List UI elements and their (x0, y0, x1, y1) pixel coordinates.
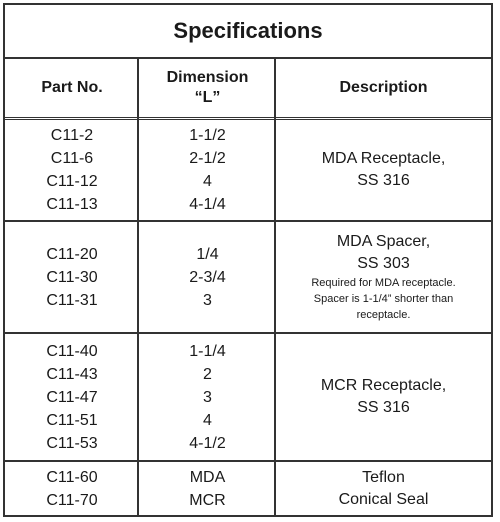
part-number: C11-51 (46, 411, 98, 429)
dimension-value: 4 (203, 173, 212, 190)
group-2-dims (139, 222, 276, 332)
part-number: C11-60 (46, 468, 98, 486)
dimension-value: MCR (189, 491, 226, 509)
description-line: Conical Seal (338, 490, 429, 508)
dimension-value: 1/4 (196, 245, 219, 263)
dimension-value: 3 (203, 388, 212, 406)
dimension-value: 2 (203, 365, 212, 383)
part-number: C11-2 (50, 127, 94, 144)
part-number: C11-53 (46, 434, 98, 452)
dimension-value: 4 (203, 411, 212, 429)
part-number: C11-31 (46, 291, 98, 309)
part-number: C11-6 (50, 150, 94, 167)
header-dimension (139, 59, 276, 120)
part-number: C11-47 (46, 388, 98, 406)
description-line: SS 316 (357, 399, 410, 416)
description-line: SS 316 (357, 172, 410, 189)
part-number: C11-43 (46, 365, 98, 383)
header-description (276, 59, 491, 120)
header-dimension-line1: Dimension (166, 69, 249, 86)
description-line: Teflon (362, 468, 405, 486)
group-1-dims (139, 120, 276, 220)
group-3-parts (5, 334, 139, 460)
spec-table (3, 3, 493, 517)
dimension-value: 2-3/4 (189, 268, 226, 286)
part-number: C11-70 (46, 491, 98, 509)
group-4-parts (5, 462, 139, 515)
group-1-description (276, 120, 491, 220)
part-number: C11-20 (46, 245, 98, 263)
description-note: Spacer is 1-1/4” shorter than (313, 293, 454, 305)
dimension-value: 2-1/2 (189, 150, 226, 167)
group-4-dims (139, 462, 276, 515)
dimension-value: 3 (203, 291, 212, 309)
description-line: MDA Receptacle, (321, 150, 446, 167)
group-2-description (276, 222, 491, 332)
group-3-dims (139, 334, 276, 460)
header-dimension-line2: “L” (194, 89, 221, 106)
dimension-value: 4-1/2 (189, 434, 226, 452)
group-3-description (276, 334, 491, 460)
dimension-value: MDA (189, 468, 226, 486)
header-description-label: Description (339, 79, 428, 96)
group-4-description (276, 462, 491, 515)
part-number: C11-40 (46, 342, 98, 360)
header-part-no (5, 59, 139, 120)
description-line: MCR Receptacle, (320, 377, 447, 394)
part-number: C11-13 (46, 196, 98, 213)
header-part-label: Part No. (41, 79, 103, 96)
part-number: C11-12 (46, 173, 98, 190)
description-note: Required for MDA receptacle. (311, 277, 456, 289)
dimension-value: 1-1/4 (189, 342, 226, 360)
description-note: receptacle. (356, 309, 411, 321)
description-line: MDA Spacer, (336, 233, 431, 250)
dimension-value: 4-1/4 (189, 196, 226, 213)
group-1-parts (5, 120, 139, 220)
table-title: Specifications (5, 5, 491, 59)
dimension-value: 1-1/2 (189, 127, 226, 144)
description-line: SS 303 (357, 255, 410, 272)
group-2-parts (5, 222, 139, 332)
part-number: C11-30 (46, 268, 98, 286)
